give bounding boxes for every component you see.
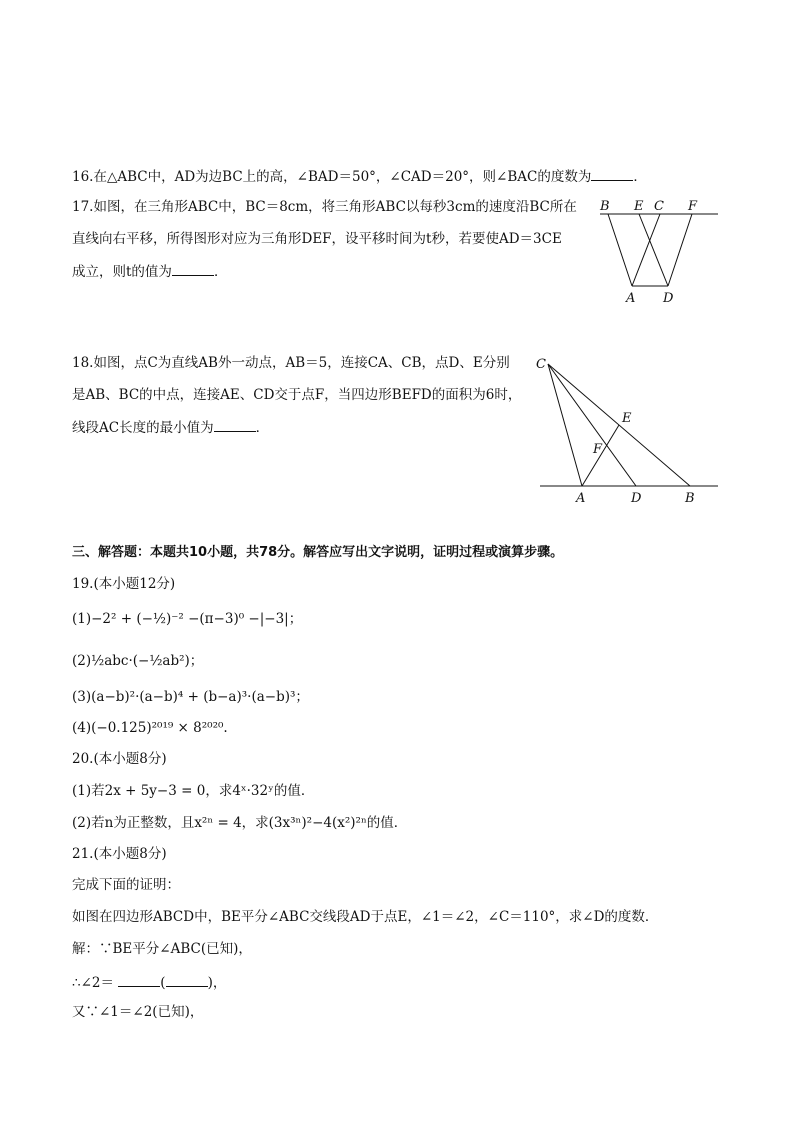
- q16-text: 16.在△ABC中，AD为边BC上的高，∠BAD＝50°，∠CAD＝20°，则∠BAC的度数为: [72, 169, 592, 185]
- q16-end: ．: [633, 169, 647, 185]
- q17-seg-ed: [639, 214, 668, 286]
- q21-step2-blank-2[interactable]: [166, 972, 208, 987]
- q18-label-e: E: [622, 411, 632, 426]
- q19-part1: (1)−2² + (−½)⁻² −(π−3)⁰ −|−3|；: [72, 611, 303, 627]
- q17-line3-text: 成立，则t的值为: [72, 264, 172, 280]
- q17-label-d: D: [663, 291, 674, 306]
- q17-label-a: A: [626, 291, 636, 306]
- q19-part3: (3)(a−b)²·(a−b)⁴ + (b−a)³·(a−b)³；: [72, 689, 309, 705]
- q21-title: 21.(本小题8分): [72, 846, 167, 862]
- q17-line2: 直线向右平移，所得图形对应为三角形DEF，设平移时间为t秒，若要使AD＝3CE: [72, 231, 562, 247]
- q18-label-c: C: [536, 357, 546, 372]
- q17-line1: 17.如图，在三角形ABC中，BC＝8cm，将三角形ABC以每秒3cm的速度沿BC所在: [72, 199, 577, 215]
- q20-part2: (2)若n为正整数，且x²ⁿ = 4，求(3x³ⁿ)²−4(x²)²ⁿ的值．: [72, 815, 408, 831]
- q18-label-a: A: [576, 491, 586, 506]
- q18-seg-ca: [548, 364, 582, 486]
- q21-step2-blank-1[interactable]: [118, 972, 160, 987]
- q16-answer-blank[interactable]: [591, 166, 633, 181]
- q18-line3-text: 线段AC长度的最小值为: [72, 420, 214, 436]
- q18-line1: 18.如图，点C为直线AB外一动点，AB＝5，连接CA、CB，点D、E分别: [72, 355, 510, 371]
- q18-end: ．: [255, 420, 270, 436]
- section-3-heading: 三、解答题：本题共10小题，共78分。解答应写出文字说明，证明过程或演算步骤。: [72, 545, 564, 560]
- q19-part4: (4)(−0.125)²⁰¹⁹ × 8²⁰²⁰.: [72, 720, 228, 736]
- q19-title: 19.(本小题12分): [72, 576, 176, 592]
- q21-step1: 解：∵BE平分∠ABC(已知)，: [72, 941, 252, 957]
- q21-step2-text: ∴∠2＝: [72, 975, 114, 991]
- q17-label-f: F: [688, 199, 698, 214]
- q20-part1: (1)若2x + 5y−3 = 0，求4ˣ·32ʸ的值．: [72, 783, 315, 799]
- q17-line3: [72, 261, 227, 281]
- q17-label-b: B: [600, 199, 610, 214]
- q21-step2-paren-close: )，: [207, 975, 227, 991]
- q18-answer-blank[interactable]: [214, 417, 256, 432]
- q21-intro: 完成下面的证明：: [72, 877, 180, 893]
- q17-end: ．: [213, 264, 228, 280]
- q21-step2-paren-open: (: [160, 975, 166, 991]
- q18-label-b: B: [685, 491, 695, 506]
- q16-line: [72, 166, 647, 186]
- q18-label-d: D: [631, 491, 642, 506]
- q18-line3: [72, 417, 269, 437]
- q17-answer-blank[interactable]: [172, 261, 214, 276]
- q17-seg-df: [668, 214, 692, 286]
- q21-step3: 又∵∠1＝∠2(已知)，: [72, 1004, 204, 1020]
- q17-label-c: C: [654, 199, 664, 214]
- q18-label-f: F: [593, 442, 603, 457]
- q21-step2: [72, 972, 226, 992]
- q17-seg-ba: [608, 214, 632, 286]
- q19-part2: (2)½abc·(−½ab²)；: [72, 653, 204, 669]
- q21-problem: 如图在四边形ABCD中，BE平分∠ABC交线段AD于点E，∠1＝∠2，∠C＝110°，求∠D的度数．: [72, 909, 659, 925]
- q17-figure: [590, 196, 725, 308]
- q17-seg-ac: [632, 214, 660, 286]
- q20-title: 20.(本小题8分): [72, 751, 167, 767]
- q18-line2: 是AB、BC的中点，连接AE、CD交于点F，当四边形BEFD的面积为6时，: [72, 387, 522, 403]
- q17-label-e: E: [634, 199, 644, 214]
- q18-figure: [530, 352, 725, 508]
